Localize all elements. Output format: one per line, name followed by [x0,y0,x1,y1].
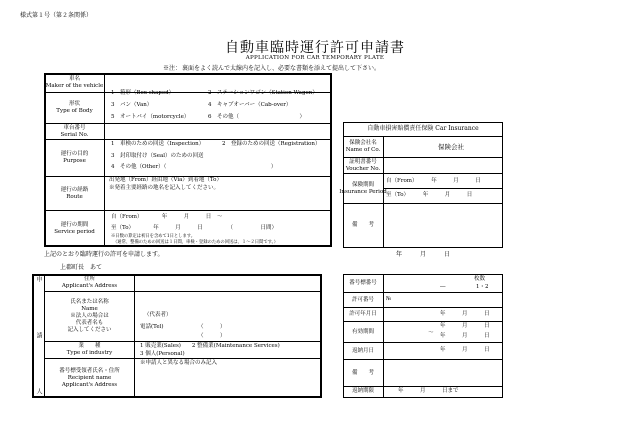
insurance-period-to[interactable]: 至（To） 年 月 日 [386,192,473,198]
page-title: 自動車臨時運行許可申請書 [225,40,405,56]
address-label: 住所 Applicant's Address [61,276,118,289]
permit-number-label: 許可番号 [351,296,374,303]
valid-from: 年 月 日 [440,323,490,329]
maker-label: 車名 Maker of the vehicle [45,76,104,89]
plate-number-label: 番号標番号 [349,280,377,286]
caution-text: 裏面をよく読んで太線内を記入し、必要な書類を添えて提出して下さい。 [182,65,381,72]
office-remarks-label: 備 考 [351,369,374,376]
purpose-label: 運行の目的 Purpose [60,151,89,164]
serial-field[interactable] [106,125,330,138]
route-label: 運行の経路 Route [60,186,89,200]
industry-options-1[interactable]: 1 販売業(Sales) 2 整備業(Maintenance Services) [140,343,280,349]
applicant-side-label: 申請人 [35,276,42,394]
purpose-option-other[interactable]: 4 その他（Other）（ ） [111,164,277,170]
tel-field-1[interactable]: （ ） [198,324,226,330]
recipient-note: ※申請人と異なる場合のみ記入 [140,360,218,366]
body-option-van[interactable]: 3 バン（Van） [111,102,153,108]
route-from-to: 出発地（From）経由地（Via）到着地（To） [109,177,222,183]
period-note-2: （通常、整備のための回送は１日間、車検・登録のための回送は、１～２日間です。） [113,240,279,245]
valid-period-label: 有効期間 [351,328,374,335]
form-number: 様式第１号（第２条関係） [20,12,93,19]
body-option-station-wagon[interactable]: 2 ステーションワゴン（Station Wagon） [208,90,318,96]
addressee: 上郡町長 あて [60,264,103,271]
page-subtitle: APPLICATION FOR CAR TEMPORARY PLATE [245,55,385,61]
deadline-label: 返納期限 [351,388,374,394]
address-field[interactable] [136,276,320,290]
body-option-motorcycle[interactable]: 5 オートバイ（motorcycle） [111,114,190,120]
permit-number-prefix: № [386,296,392,302]
body-option-cab-over[interactable]: 4 キャブオーバー（Cab-over） [208,102,292,108]
return-date-value: 年 月 日 [440,347,490,353]
name-label: 氏名または名称 Name ※法人の場合は 代表者名も 記入してください [67,299,112,333]
maker-field[interactable] [106,75,330,91]
purpose-option-inspection[interactable]: 1 車検のための回送（Inspection） [111,141,205,147]
plate-count-label: 枚数 [474,276,486,282]
valid-to: 年 月 日 [440,333,490,339]
insurance-period-label: 保険期間 Insurance Period [339,181,387,195]
route-note: ※発着主要経路の地名を記入してください。 [109,185,220,191]
recipient-label: 番号標受領者氏名・住所 Recipient name Applicant's Address [59,367,120,388]
insurance-company-suffix: 保険会社 [438,143,464,151]
industry-label: 業 種 Type of industry [66,343,113,356]
insurance-period-from[interactable]: 自（From） 年 月 日 [386,178,481,184]
permit-date-label: 許可年月日 [349,311,377,317]
voucher-label: 証明書番号 Voucher No. [345,158,381,172]
insurance-remarks-label: 備 考 [351,222,374,228]
permit-date-value: 年 月 日 [440,311,490,317]
purpose-option-registration[interactable]: 2 登録のための回送（Registration） [222,141,321,147]
insurance-company-label: 保険会社名 Name of Co. [345,140,381,153]
body-type-label: 形状 Type of Body [56,101,93,114]
plate-count-value: 1・2 [476,284,489,290]
route-field[interactable] [106,193,330,209]
industry-options-2[interactable]: 3 個人(Personal) [140,351,185,357]
caution-label: ※注： [163,65,182,72]
return-date-label: 返納月日 [351,347,374,354]
purpose-option-seal[interactable]: 3 封印取付け（Seal）のための回送 [111,153,204,159]
valid-tilde: ～ [428,330,434,336]
deadline-value: 年 月 日まで [398,388,459,394]
tel-field-2[interactable]: （ ） [198,333,226,339]
period-from[interactable]: 自（From） 年 月 日 ～ [111,214,223,220]
representative-label: （代表者） [144,312,172,318]
body-option-other[interactable]: 6 その他（ ） [208,114,306,120]
application-date[interactable]: 年 月 日 [396,251,451,258]
tel-label: 電話(Tel) [140,324,164,330]
plate-dash: ― [440,284,446,290]
period-note-1: ※日数の算定は初日を含めて1日とします。 [111,234,196,239]
period-label: 運行の期間 Service period [54,221,95,235]
period-to[interactable]: 至（To） 年 月 日 （ 日間） [111,225,278,231]
application-statement: 上記のとおり臨時運行の許可を申請します。 [44,251,164,258]
body-option-box[interactable]: 1 箱形（Box-shaped） [111,90,175,96]
insurance-header: 自動車損害賠償責任保険 Car Insurance [367,125,479,132]
serial-label: 車台番号 Serial No. [60,124,89,138]
